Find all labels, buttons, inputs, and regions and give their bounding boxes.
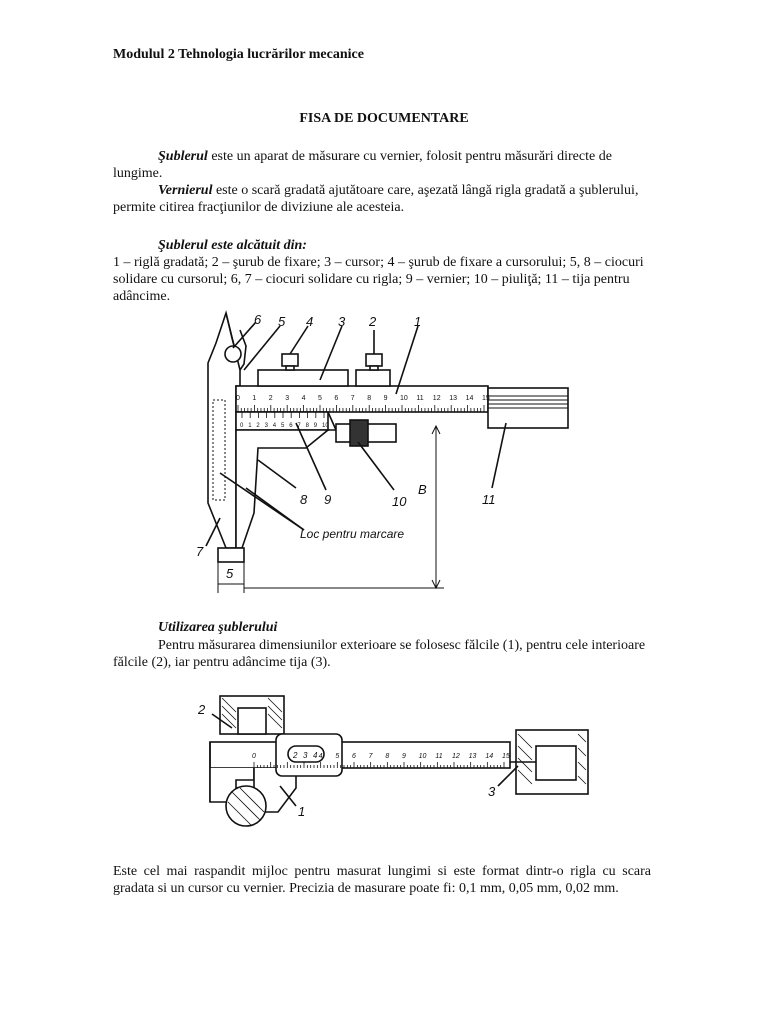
vernier-scale-label: 0 (240, 423, 244, 429)
callout-4: 4 (306, 314, 314, 329)
vernier-scale-label: 9 (313, 423, 318, 429)
main-scale-label: 12 (432, 395, 441, 402)
callout-6: 6 (254, 312, 262, 327)
callout-11: 11 (482, 492, 496, 507)
components-list: 1 – riglă gradată; 2 – şurub de fixare; 3 – cursor; 4 – şurub de fixare a cursorului; 5, 8 – ciocuri solidare cu cursorul; 6, 7 – ciocuri solidare cu rigla; 9 – vernier; 10 – piuliţă; 11 – tija pentru adâncime. (113, 255, 644, 304)
main-scale-label: 1 (252, 395, 257, 402)
usage-text: Pentru măsurarea dimensiunilor exterioare se folosesc fălcile (1), pentru cele interioare fălcile (2), iar pentru adâncime tija (3). (113, 638, 646, 670)
sublerul-definition (113, 148, 651, 182)
vernier-digit-4: 4 (313, 751, 318, 760)
caliper-parts-figure (196, 308, 576, 600)
callout-5-top: 5 (278, 314, 286, 329)
callout-2: 2 (198, 702, 206, 717)
main-scale-label: 5 (335, 753, 340, 760)
main-scale-label: 15 (482, 395, 490, 402)
usage-heading: Utilizarea şublerului (158, 620, 278, 635)
vernier-scale-label: 3 (264, 423, 268, 429)
vernierul-definition-text: este o scară gradată ajutătoare care, aşezată lângă rigla gradată a şublerului, permite citirea fracţiunilor de diviziune ale acesteia. (113, 183, 639, 215)
main-scale-label: 8 (385, 753, 390, 760)
vernier-scale-label: 8 (305, 423, 309, 429)
vernier-scale-label: 6 (289, 423, 293, 429)
marking-label: Loc pentru marcare (300, 527, 405, 541)
page-title: FISA DE DOCUMENTARE (299, 111, 469, 126)
callout-10: 10 (392, 494, 407, 509)
main-scale-label: 0 (236, 395, 240, 402)
main-scale-label: 4 (318, 753, 323, 760)
main-scale-label: 5 (318, 395, 322, 402)
module-header: Modulul 2 Tehnologia lucrărilor mecanice (113, 47, 364, 62)
sublerul-term: Şublerul (158, 149, 208, 164)
main-scale-label: 13 (468, 753, 477, 760)
callout-8: 8 (300, 492, 308, 507)
callout-1: 1 (298, 804, 306, 819)
components-heading: Şublerul este alcătuit din: (158, 238, 307, 253)
main-scale-label: 14 (485, 753, 494, 760)
vernier-digit-3: 3 (303, 751, 308, 760)
main-scale-label: 8 (367, 395, 372, 402)
main-scale-label: 15 (502, 753, 510, 760)
vernier-digit-2: 2 (293, 751, 298, 760)
callout-1: 1 (414, 314, 422, 329)
callout-9: 9 (324, 492, 332, 507)
main-scale-label: 9 (402, 753, 406, 760)
vernier-scale-label: 4 (272, 423, 277, 429)
callout-7: 7 (196, 544, 204, 559)
main-scale-label: 10 (418, 753, 427, 760)
vernier-scale-label: 10 (322, 423, 329, 429)
main-scale-label: 6 (334, 395, 339, 402)
main-scale-label: 3 (285, 395, 290, 402)
main-scale-label: 0 (252, 753, 256, 760)
caliper-usage-figure (196, 690, 596, 840)
main-scale-label: 4 (301, 395, 306, 402)
main-scale-label: 11 (435, 753, 443, 760)
vernier-scale-label: 2 (256, 423, 260, 429)
callout-2: 2 (369, 314, 377, 329)
closing-paragraph: Este cel mai raspandit mijloc pentru masurat lungimi si este format dintr-o rigla cu scara gradata si un cursor cu vernier. Precizia de masurare poate fi: 0,1 mm, 0,05 mm, 0,02 mm. (113, 864, 651, 896)
main-scale-label: 6 (352, 753, 356, 760)
main-scale-label: 13 (449, 395, 457, 402)
vernier-scale-label: 5 (281, 423, 285, 429)
main-scale-label: 10 (400, 395, 408, 402)
depth-label: B (418, 482, 427, 497)
sublerul-definition-text: este un aparat de măsurare cu vernier, folosit pentru măsurări directe de lungime. (113, 149, 612, 181)
vernierul-term: Vernierul (158, 183, 213, 198)
main-scale-label: 12 (452, 753, 460, 760)
vernierul-definition (113, 182, 651, 216)
callout-3: 3 (338, 314, 346, 329)
main-scale-label: 2 (268, 395, 273, 402)
vernier-scale-label: 7 (297, 423, 301, 429)
main-scale-label: 9 (383, 395, 388, 402)
callout-5-bottom: 5 (226, 566, 234, 581)
main-scale-label: 7 (368, 753, 373, 760)
callout-3: 3 (488, 784, 496, 799)
main-scale-label: 11 (416, 395, 424, 402)
main-scale-label: 7 (350, 395, 355, 402)
vernier-scale-label: 1 (248, 423, 252, 429)
main-scale-label: 14 (465, 395, 474, 402)
